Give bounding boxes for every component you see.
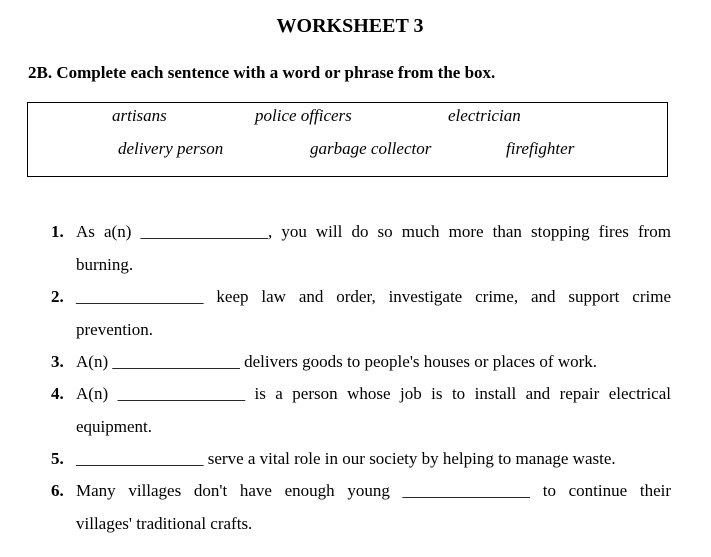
worksheet-title: WORKSHEET 3 xyxy=(276,15,424,37)
sentence-text: A(n) xyxy=(76,352,109,371)
sentence-text: serve a vital role in our society by helping to manage waste. xyxy=(203,449,616,468)
item-number: 2. xyxy=(51,287,64,306)
word-box-item: artisans xyxy=(112,106,167,125)
answer-blank[interactable]: _______________ xyxy=(112,352,240,371)
sentence-line xyxy=(76,449,671,469)
sentence-line xyxy=(76,481,671,501)
sentence-line xyxy=(76,222,671,242)
item-number: 5. xyxy=(51,449,64,468)
item-number: 3. xyxy=(51,352,64,371)
sentence-text: delivers goods to people's houses or places of work. xyxy=(239,352,598,371)
answer-blank[interactable]: _______________ xyxy=(76,287,204,306)
sentence-text: keep law and order, investigate crime, and support crime xyxy=(203,287,671,306)
word-box-item: garbage collector xyxy=(310,139,432,158)
word-box-item: firefighter xyxy=(506,139,575,158)
sentence-line: prevention. xyxy=(76,320,153,339)
sentence-line xyxy=(76,352,671,372)
answer-blank[interactable]: _______________ xyxy=(117,384,246,403)
sentence-line: equipment. xyxy=(76,417,153,436)
answer-blank[interactable]: _______________ xyxy=(402,481,531,500)
answer-blank[interactable]: _______________ xyxy=(140,222,268,241)
sentence-text: As a(n) xyxy=(76,222,132,241)
sentence-line: burning. xyxy=(76,255,134,274)
sentence-text: Many villages don't have enough young xyxy=(76,481,390,500)
sentence-text: , you will do so much more than stopping fires from xyxy=(267,222,672,241)
word-box-item: electrician xyxy=(448,106,521,125)
item-number: 4. xyxy=(51,384,64,403)
word-box xyxy=(27,102,668,177)
word-box-item: police officers xyxy=(255,106,352,125)
word-box-item: delivery person xyxy=(118,139,224,158)
item-number: 6. xyxy=(51,481,64,500)
sentence-line xyxy=(76,287,671,307)
sentence-text: A(n) xyxy=(76,384,109,403)
sentence-text: is a person whose job is to install and repair electrical xyxy=(245,384,671,403)
item-number: 1. xyxy=(51,222,64,241)
exercise-instruction: 2B. Complete each sentence with a word or phrase from the box. xyxy=(28,63,496,82)
answer-blank[interactable]: _______________ xyxy=(76,449,204,468)
sentence-line: villages' traditional crafts. xyxy=(76,514,253,533)
sentence-text: to continue their xyxy=(530,481,671,500)
sentence-line xyxy=(76,384,671,404)
